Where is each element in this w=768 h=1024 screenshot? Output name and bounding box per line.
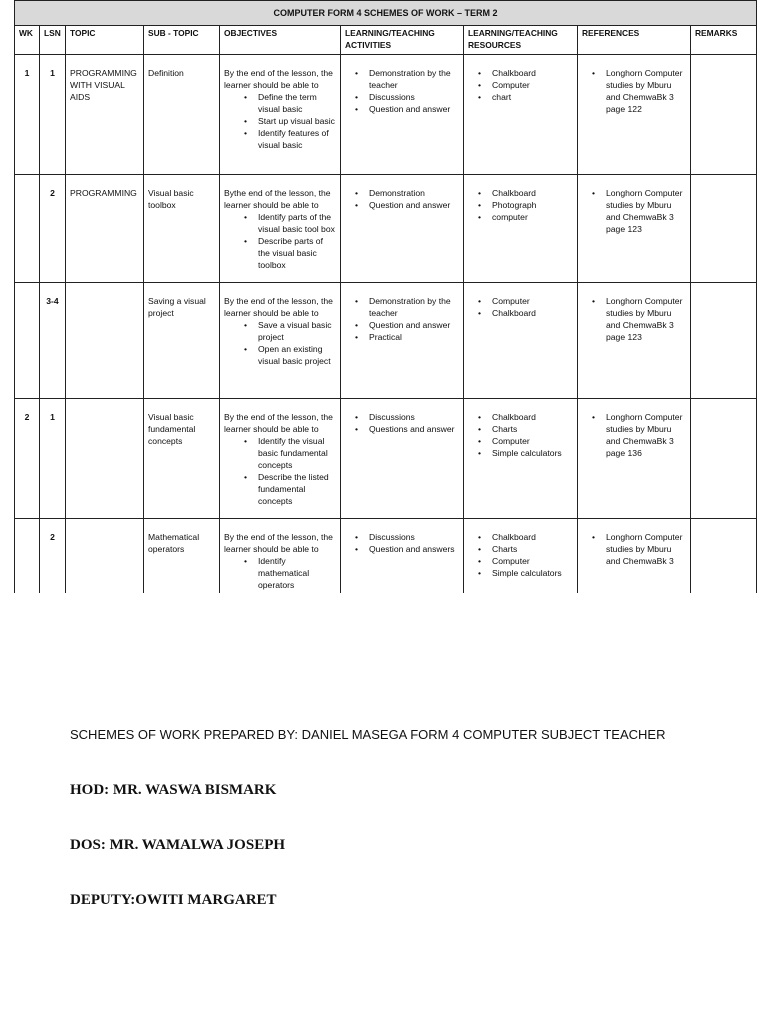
resources-cell	[464, 175, 578, 283]
remarks-cell	[691, 175, 757, 283]
references-cell-list	[582, 295, 686, 343]
header-objectives: OBJECTIVES	[220, 26, 341, 55]
table-title: COMPUTER FORM 4 SCHEMES OF WORK – TERM 2	[15, 1, 757, 26]
resources-cell-list	[468, 531, 573, 579]
topic-cell: PROGRAMMING WITH VISUAL AIDS	[66, 55, 144, 175]
list-item: • Computer	[478, 555, 573, 567]
objectives-cell	[220, 519, 341, 594]
list-item: • Chalkboard	[478, 187, 573, 199]
list-item: • Describe parts of the visual basic toolbox	[244, 235, 336, 271]
lesson-cell: 1	[40, 55, 66, 175]
lesson-cell: 2	[40, 519, 66, 594]
references-cell	[578, 519, 691, 594]
subtopic-cell: Mathematical operators	[144, 519, 220, 594]
objectives-cell	[220, 175, 341, 283]
list-item: • Identify the visual basic fundamental concepts	[244, 435, 336, 471]
list-item: • Question and answer	[355, 199, 459, 211]
list-item: • Longhorn Computer studies by Mburu and ChemwaBk 3 page 122	[592, 67, 686, 115]
list-item: • Discussions	[355, 411, 459, 423]
header-lsn: LSN	[40, 26, 66, 55]
list-item: • Question and answers	[355, 543, 459, 555]
activities-cell	[341, 519, 464, 594]
lesson-cell: 2	[40, 175, 66, 283]
list-item: • Longhorn Computer studies by Mburu and ChemwaBk 3	[592, 531, 686, 567]
list-item: • Longhorn Computer studies by Mburu and ChemwaBk 3 page 123	[592, 187, 686, 235]
activities-cell	[341, 283, 464, 399]
references-cell-list	[582, 531, 686, 567]
list-item: • Simple calculators	[478, 447, 573, 459]
list-item: • Chalkboard	[478, 411, 573, 423]
list-item: • Describe the listed fundamental concepts	[244, 471, 336, 507]
objective-intro: By the end of the lesson, the learner should be able to	[224, 296, 333, 318]
table-row	[15, 519, 757, 594]
activities-cell-list	[345, 187, 459, 211]
list-item: • Computer	[478, 435, 573, 447]
list-item: • Computer	[478, 79, 573, 91]
list-item: • Open an existing visual basic project	[244, 343, 336, 367]
objective-intro: By the end of the lesson, the learner should be able to	[224, 532, 333, 554]
week-cell: 1	[15, 55, 40, 175]
activities-cell-list	[345, 295, 459, 343]
subtopic-cell: Saving a visual project	[144, 283, 220, 399]
topic-cell	[66, 519, 144, 594]
resources-cell-list	[468, 411, 573, 459]
table-row	[15, 283, 757, 399]
list-item: • Chalkboard	[478, 67, 573, 79]
objectives-list	[224, 435, 336, 507]
table-row	[15, 55, 757, 175]
hod-signature-line: HOD: MR. WASWA BISMARK	[70, 782, 277, 798]
list-item: • Define the term visual basic	[244, 91, 336, 115]
lesson-cell: 1	[40, 399, 66, 519]
list-item: • Save a visual basic project	[244, 319, 336, 343]
objective-intro: By the end of the lesson, the learner should be able to	[224, 412, 333, 434]
resources-cell	[464, 399, 578, 519]
objectives-cell	[220, 55, 341, 175]
resources-cell-list	[468, 187, 573, 223]
objectives-list	[224, 555, 336, 591]
list-item: • Chalkboard	[478, 307, 573, 319]
week-cell	[15, 283, 40, 399]
remarks-cell	[691, 283, 757, 399]
header-wk: WK	[15, 26, 40, 55]
resources-cell	[464, 55, 578, 175]
list-item: • Longhorn Computer studies by Mburu and ChemwaBk 3 page 136	[592, 411, 686, 459]
subtopic-cell: Definition	[144, 55, 220, 175]
list-item: • Identify features of visual basic	[244, 127, 336, 151]
objective-intro: By the end of the lesson, the learner should be able to	[224, 68, 333, 90]
remarks-cell	[691, 55, 757, 175]
activities-cell	[341, 175, 464, 283]
activities-cell-list	[345, 531, 459, 555]
subtopic-cell: Visual basic toolbox	[144, 175, 220, 283]
dos-signature-line: DOS: MR. WAMALWA JOSEPH	[70, 837, 286, 853]
header-subtopic: SUB - TOPIC	[144, 26, 220, 55]
topic-cell: PROGRAMMING	[66, 175, 144, 283]
resources-cell	[464, 519, 578, 594]
list-item: • Computer	[478, 295, 573, 307]
list-item: • Chalkboard	[478, 531, 573, 543]
list-item: • Charts	[478, 423, 573, 435]
list-item: • computer	[478, 211, 573, 223]
objectives-list	[224, 91, 336, 151]
table-row	[15, 399, 757, 519]
list-item: • Longhorn Computer studies by Mburu and ChemwaBk 3 page 123	[592, 295, 686, 343]
week-cell	[15, 519, 40, 594]
remarks-cell	[691, 399, 757, 519]
list-item: • Question and answer	[355, 319, 459, 331]
list-item: • Identify mathematical operators	[244, 555, 336, 591]
references-cell-list	[582, 411, 686, 459]
objectives-cell	[220, 399, 341, 519]
references-cell	[578, 55, 691, 175]
activities-cell	[341, 399, 464, 519]
references-cell-list	[582, 67, 686, 115]
objectives-list	[224, 211, 336, 271]
header-remarks: REMARKS	[691, 26, 757, 55]
lesson-cell: 3-4	[40, 283, 66, 399]
activities-cell-list	[345, 67, 459, 115]
objectives-list	[224, 319, 336, 367]
week-cell: 2	[15, 399, 40, 519]
list-item: • Simple calculators	[478, 567, 573, 579]
list-item: • Photograph	[478, 199, 573, 211]
list-item: • Practical	[355, 331, 459, 343]
topic-cell	[66, 283, 144, 399]
list-item: • Questions and answer	[355, 423, 459, 435]
list-item: • Demonstration	[355, 187, 459, 199]
resources-cell-list	[468, 67, 573, 103]
list-item: • chart	[478, 91, 573, 103]
resources-cell	[464, 283, 578, 399]
list-item: • Identify parts of the visual basic tool box	[244, 211, 336, 235]
header-resources: LEARNING/TEACHING RESOURCES	[464, 26, 578, 55]
activities-cell	[341, 55, 464, 175]
references-cell	[578, 399, 691, 519]
topic-cell	[66, 399, 144, 519]
list-item: • Discussions	[355, 91, 459, 103]
references-cell-list	[582, 187, 686, 235]
list-item: • Demonstration by the teacher	[355, 295, 459, 319]
list-item: • Charts	[478, 543, 573, 555]
subtopic-cell: Visual basic fundamental concepts	[144, 399, 220, 519]
header-activities: LEARNING/TEACHING ACTIVITIES	[341, 26, 464, 55]
references-cell	[578, 175, 691, 283]
remarks-cell	[691, 519, 757, 594]
table-row	[15, 175, 757, 283]
objective-intro: Bythe end of the lesson, the learner should be able to	[224, 188, 331, 210]
list-item: • Discussions	[355, 531, 459, 543]
references-cell	[578, 283, 691, 399]
header-references: REFERENCES	[578, 26, 691, 55]
resources-cell-list	[468, 295, 573, 319]
objectives-cell	[220, 283, 341, 399]
week-cell	[15, 175, 40, 283]
list-item: • Demonstration by the teacher	[355, 67, 459, 91]
list-item: • Question and answer	[355, 103, 459, 115]
activities-cell-list	[345, 411, 459, 435]
schemes-of-work-table	[14, 0, 757, 593]
list-item: • Start up visual basic	[244, 115, 336, 127]
deputy-signature-line: DEPUTY:OWITI MARGARET	[70, 892, 277, 908]
prepared-by-line: SCHEMES OF WORK PREPARED BY: DANIEL MASEGA FORM 4 COMPUTER SUBJECT TEACHER	[70, 727, 666, 742]
header-topic: TOPIC	[66, 26, 144, 55]
